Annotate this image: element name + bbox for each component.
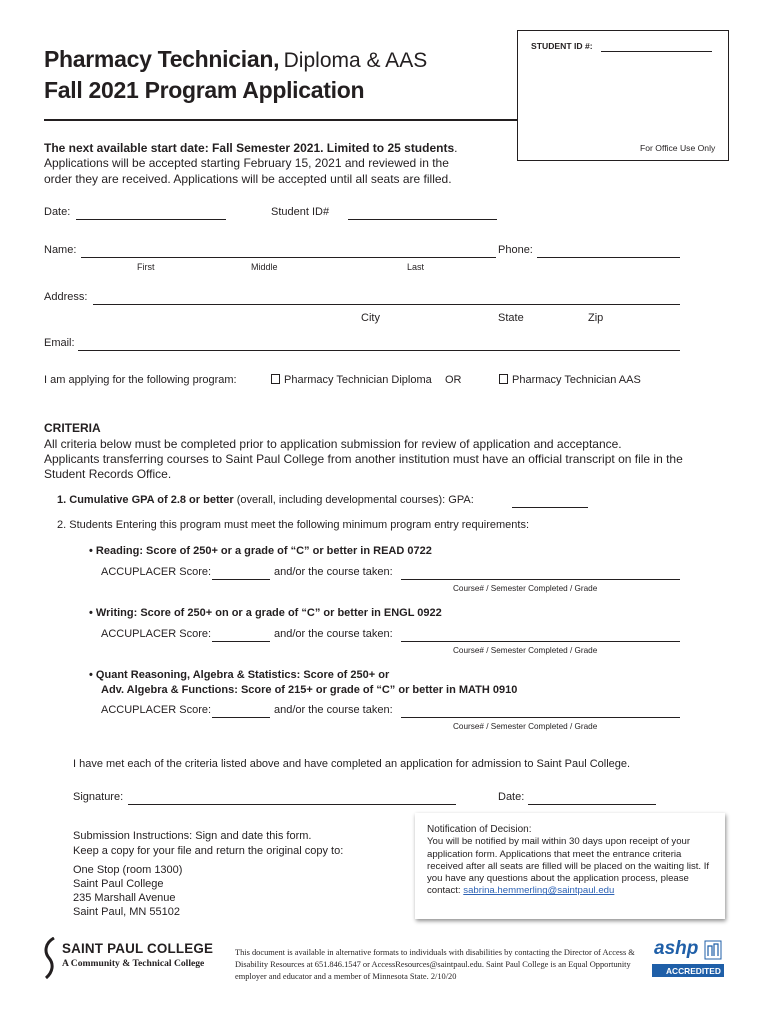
submission-line-2: Keep a copy for your file and return the original copy to: [73,845,344,857]
notification-body: You will be notified by mail within 30 days upon receipt of your application form. Applications that meet the entrance criteria received after all seats are filled will be placed on the waiting list. If you have any questions about the application process, please contact: [427,836,710,897]
quant-text-1: Quant Reasoning, Algebra & Statistics: Score of 250+ or [95,669,390,681]
diploma-option-label: Pharmacy Technician Diploma [284,374,432,386]
signature-label: Signature: [73,791,124,803]
quant-accuplacer-label: ACCUPLACER Score: [101,704,212,716]
phone-label: Phone: [498,244,533,256]
college-tagline: A Community & Technical College [62,958,205,969]
email-field[interactable] [78,350,680,351]
college-name: SAINT PAUL COLLEGE [62,941,214,956]
criteria-line-1: All criteria below must be completed prior to application submission for review of application and acceptance. [44,437,622,451]
gpa-field[interactable] [512,507,588,508]
item1-rest: (overall, including developmental courses): [236,494,446,506]
office-student-id-label: STUDENT ID #: [531,41,593,51]
attest-date-label: Date: [498,791,525,803]
intro-line-2: Applications will be accepted starting February 15, 2021 and reviewed in the [44,156,449,170]
diploma-option[interactable] [271,374,432,386]
city-caption: City [361,312,380,324]
address-field[interactable] [93,304,680,305]
student-id-label: Student ID# [271,206,330,218]
criteria-heading: CRITERIA [44,421,101,435]
quant-course-caption: Course# / Semester Completed / Grade [453,722,598,731]
reading-course-field[interactable] [401,579,680,580]
attestation-statement: I have met each of the criteria listed above and have completed an application for admission to Saint Paul College. [73,758,631,770]
quant-requirement-line-2: Adv. Algebra & Functions: Score of 215+ or grade of “C” or better in MATH 0910 [101,684,518,696]
intro-line-1 [44,141,458,155]
submission-address-1: One Stop (room 1300) [73,864,183,876]
intro-period: . [454,141,458,155]
ashp-accreditation-badge [652,938,724,978]
footer-disclaimer: This document is available in alternative formats to individuals with disabilities by contacting the Director of Access & Disability Resources at 651.846.1547 or AccessResources@saintpaul.edu. Saint Paul College is an Equal Opportunity employer and educator and a member of Minnesota State. 2/10/20 [235,948,635,981]
writing-course-caption: Course# / Semester Completed / Grade [453,646,598,655]
criteria-item-1 [57,494,474,506]
signature-field[interactable] [128,804,456,805]
zip-caption: Zip [588,312,604,324]
header-rule [44,119,517,121]
last-caption: Last [407,262,425,272]
reading-course-caption: Course# / Semester Completed / Grade [453,584,598,593]
writing-course-label: and/or the course taken: [274,628,393,640]
reading-score-field[interactable] [212,579,270,580]
quant-score-field[interactable] [212,717,270,718]
ashp-wordmark: ashp [654,938,699,959]
aas-option[interactable] [499,374,641,386]
state-caption: State [498,312,524,324]
middle-caption: Middle [251,262,278,272]
criteria-line-2: Applicants transferring courses to Saint Paul College from another institution must have an official transcript on file in the [44,452,683,466]
item2-text: Students Entering this program must meet the following minimum program entry requirements: [69,519,529,531]
submission-address-3: 235 Marshall Avenue [73,892,176,904]
notification-heading: Notification of Decision: [427,824,532,835]
name-field[interactable] [81,257,496,258]
office-student-id-line[interactable] [601,51,712,52]
reading-requirement: • Reading: Score of 250+ or a grade of “C” or better in READ 0722 [89,545,432,557]
reading-text: Reading: Score of 250+ or a grade of “C” or better in READ 0722 [95,545,432,557]
item1-bold: Cumulative GPA of 2.8 or better [69,494,234,506]
quant-course-field[interactable] [401,717,680,718]
writing-course-field[interactable] [401,641,680,642]
submission-line-1: Submission Instructions: Sign and date this form. [73,830,312,842]
accredited-label: ACCREDITED [666,966,721,976]
ashp-emblem-icon [704,940,722,960]
aas-checkbox[interactable] [499,374,508,384]
first-caption: First [137,262,155,272]
office-use-box [517,30,729,161]
address-label: Address: [44,291,88,303]
intro-bold: The next available start date: Fall Semester 2021. Limited to 25 students [44,141,455,155]
criteria-item-2 [57,519,529,531]
item2-number: 2. [57,519,67,531]
writing-score-field[interactable] [212,641,270,642]
submission-address-2: Saint Paul College [73,878,164,890]
college-logo-icon [42,937,58,979]
diploma-checkbox[interactable] [271,374,280,384]
submission-address-4: Saint Paul, MN 55102 [73,906,181,918]
student-id-field[interactable] [348,219,497,220]
title-bold: Pharmacy Technician, [44,46,280,72]
quant-requirement-line-1: • Quant Reasoning, Algebra & Statistics: Score of 250+ or [89,669,390,681]
item1-number: 1. [57,494,67,506]
office-use-label: For Office Use Only [640,143,716,153]
date-field[interactable] [76,219,226,220]
writing-accuplacer-label: ACCUPLACER Score: [101,628,212,640]
quant-course-label: and/or the course taken: [274,704,393,716]
writing-requirement: • Writing: Score of 250+ on or a grade of “C” or better in ENGL 0922 [89,607,442,619]
document-title [44,46,427,73]
name-label: Name: [44,244,77,256]
writing-text: Writing: Score of 250+ on or a grade of “C” or better in ENGL 0922 [95,607,442,619]
or-label: OR [445,374,462,386]
aas-option-label: Pharmacy Technician AAS [512,374,641,386]
gpa-label: GPA: [448,494,474,506]
intro-line-3: order they are received. Applications will be accepted until all seats are filled. [44,172,452,186]
contact-email-link[interactable]: sabrina.hemmerling@saintpaul.edu [463,885,615,897]
reading-accuplacer-label: ACCUPLACER Score: [101,566,212,578]
date-label: Date: [44,206,71,218]
attest-date-field[interactable] [528,804,656,805]
title-rest: Diploma & AAS [283,49,428,72]
program-label: I am applying for the following program: [44,374,237,386]
criteria-line-3: Student Records Office. [44,467,172,481]
reading-course-label: and/or the course taken: [274,566,393,578]
office-student-id [531,41,593,51]
email-label: Email: [44,337,75,349]
notification-box [415,813,725,919]
phone-field[interactable] [537,257,680,258]
document-subtitle: Fall 2021 Program Application [44,77,365,103]
